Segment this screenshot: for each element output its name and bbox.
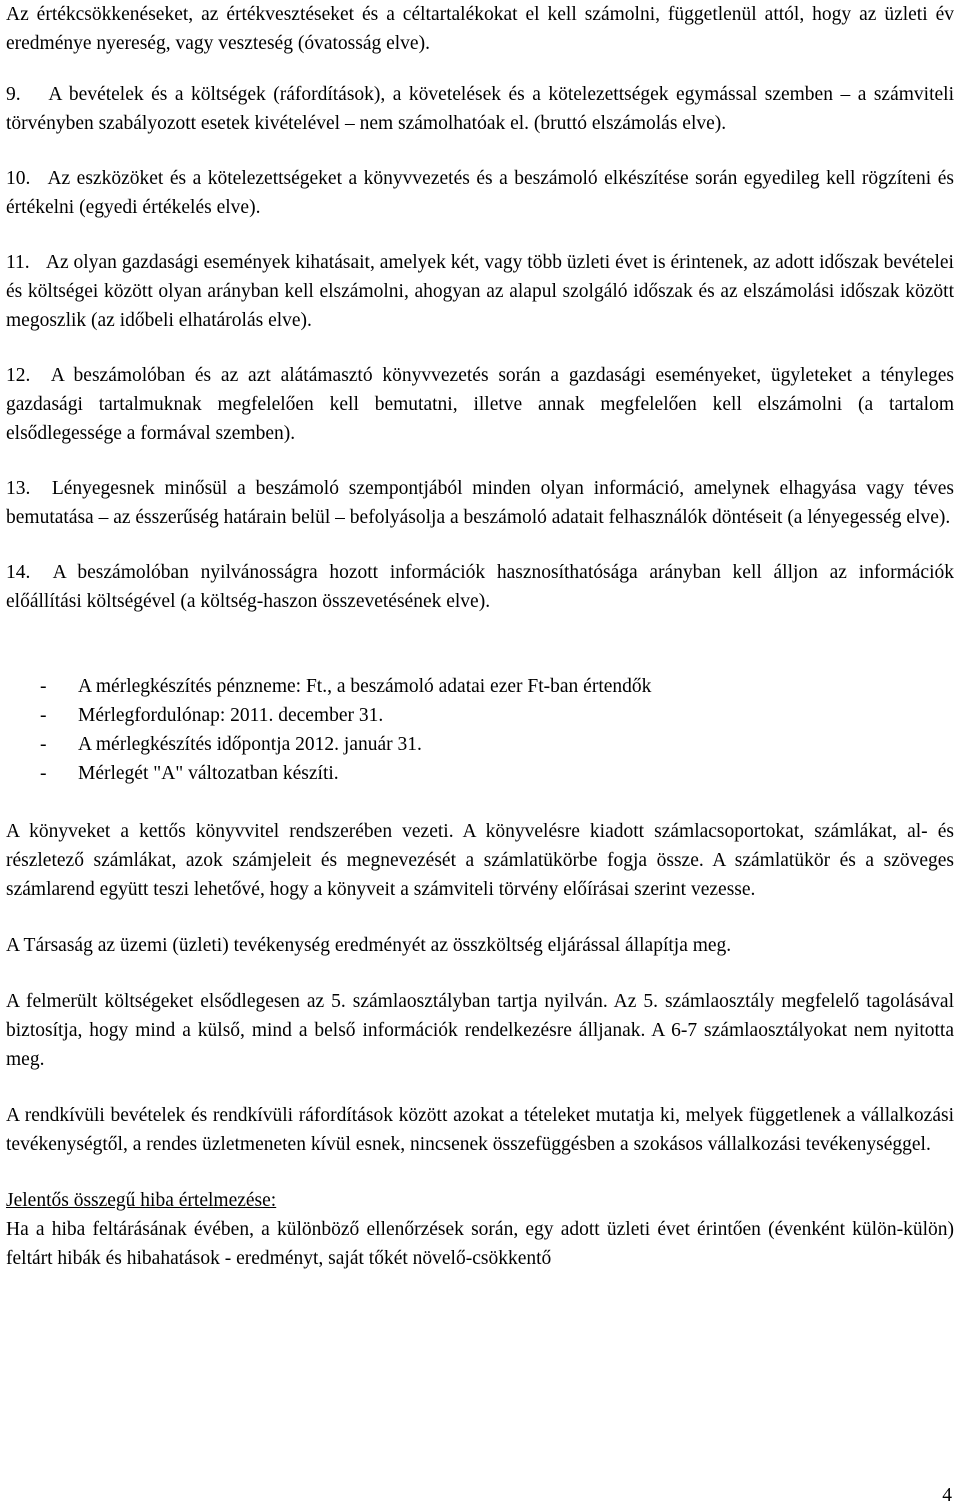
- income-method-paragraph: A Társaság az üzemi (üzleti) tevékenység eredményét az összköltség eljárással állapítja meg.: [6, 935, 732, 956]
- principle-text: Az olyan gazdasági események kihatásait, amelyek két, vagy több üzleti évet is érintenek, az adott időszak bevételei és költségei között olyan arányban kell elszámolni, ahogyan az alapul szolgáló időszak és az elszámolási időszak között megoszlik (az időbeli elhatárolás elve).: [6, 252, 954, 331]
- principle-item: [6, 558, 954, 616]
- principle-number: 14.: [6, 562, 31, 583]
- list-item-text: A mérlegkészítés időpontja 2012. január 31.: [78, 734, 422, 755]
- principle-item: [6, 248, 954, 335]
- balance-sheet-details-list: [6, 672, 954, 788]
- list-dash: -: [40, 763, 47, 784]
- extraordinary-items-paragraph: A rendkívüli bevételek és rendkívüli ráfordítások között azokat a tételeket mutatja ki, melyek függetlenek a vállalkozási tevékenységtől, a rendes üzletmeneten kívül esnek, nincsenek összefüggésben a szokásos vállalkozási tevékenységgel.: [6, 1105, 954, 1155]
- principle-text: A beszámolóban nyilvánosságra hozott információk hasznosíthatósága arányban kell álljon az információk előállítási költségével (a költség-haszon összevetésének elve).: [6, 562, 954, 612]
- intro-paragraph: Az értékcsökkenéseket, az értékvesztéseket és a céltartalékokat el kell számolni, függetlenül attól, hogy az üzleti év eredménye nyereség, vagy veszteség (óvatosság elve).: [6, 4, 954, 54]
- list-dash: -: [40, 705, 47, 726]
- principles-list: [6, 80, 954, 616]
- list-item-text: A mérlegkészítés pénzneme: Ft., a beszámoló adatai ezer Ft-ban értendők: [78, 676, 652, 697]
- principle-item: [6, 361, 954, 448]
- principle-text: Lényegesnek minősül a beszámoló szempontjából minden olyan információ, amelynek elhagyása vagy téves bemutatása – az ésszerűség határain belül – befolyásolja a beszámoló adatait felhasználók döntéseit (a lényegesség elve).: [6, 478, 955, 528]
- principle-text: A beszámolóban és az azt alátámasztó könyvvezetés során a gazdasági eseményeket, ügyleteket a tényleges gazdasági tartalmuknak megfelelően kell bemutatni, illetve annak megfelelően kell elszámolni (a tartalom elsődlegessége a formával szemben).: [6, 365, 954, 444]
- page-number: 4: [942, 1485, 952, 1506]
- principle-number: 10.: [6, 168, 31, 189]
- principle-item: [6, 164, 954, 222]
- principle-item: [6, 474, 954, 532]
- list-dash: -: [40, 676, 47, 697]
- principle-number: 9.: [6, 84, 21, 105]
- principle-text: A bevételek és a költségek (ráfordítások), a követelések és a kötelezettségek egymással szemben – a számviteli törvényben szabályozott esetek kivételével – nem számolhatóak el. (bruttó elszámolás elve).: [6, 84, 954, 134]
- error-definition-text: Ha a hiba feltárásának évében, a különböző ellenőrzések során, egy adott üzleti évet érintően (évenként külön-külön) feltárt hibák és hibahatások - eredményt, saját tőkét növelő-csökkentő: [6, 1219, 954, 1269]
- principle-number: 12.: [6, 365, 31, 386]
- principle-item: [6, 80, 954, 138]
- list-item-text: Mérlegét "A" változatban készíti.: [78, 763, 339, 784]
- bookkeeping-paragraph: A könyveket a kettős könyvvitel rendszerében vezeti. A könyvelésre kiadott számlacsoportokat, számlákat, al- és részletező számlákat, azok számjeleit és megnevezését a számlatükörbe fogja össze. A számlatükör és a szöveges számlarend együtt teszi lehetővé, hogy a könyveit a számviteli törvény előírásai szerint vezesse.: [6, 821, 954, 900]
- list-item-text: Mérlegfordulónap: 2011. december 31.: [78, 705, 384, 726]
- list-item: [6, 672, 954, 701]
- list-item: [6, 730, 954, 759]
- list-dash: -: [40, 734, 47, 755]
- principle-number: 13.: [6, 478, 31, 499]
- cost-accounting-paragraph: A felmerült költségeket elsődlegesen az 5. számlaosztályban tartja nyilván. Az 5. számlaosztály megfelelő tagolásával biztosítja, hogy mind a külső, mind a belső információk rendelkezésre álljanak. A 6-7 számlaosztályokat nem nyitotta meg.: [6, 991, 954, 1070]
- principle-text: Az eszközöket és a kötelezettségeket a könyvvezetés és a beszámoló elkészítése során egyedileg kell rögzíteni és értékelni (egyedi értékelés elve).: [6, 168, 954, 218]
- list-item: [6, 701, 954, 730]
- list-item: [6, 759, 954, 788]
- principle-number: 11.: [6, 252, 30, 273]
- document-page: [6, 0, 954, 1273]
- error-definition-heading: Jelentős összegű hiba értelmezése:: [6, 1190, 277, 1211]
